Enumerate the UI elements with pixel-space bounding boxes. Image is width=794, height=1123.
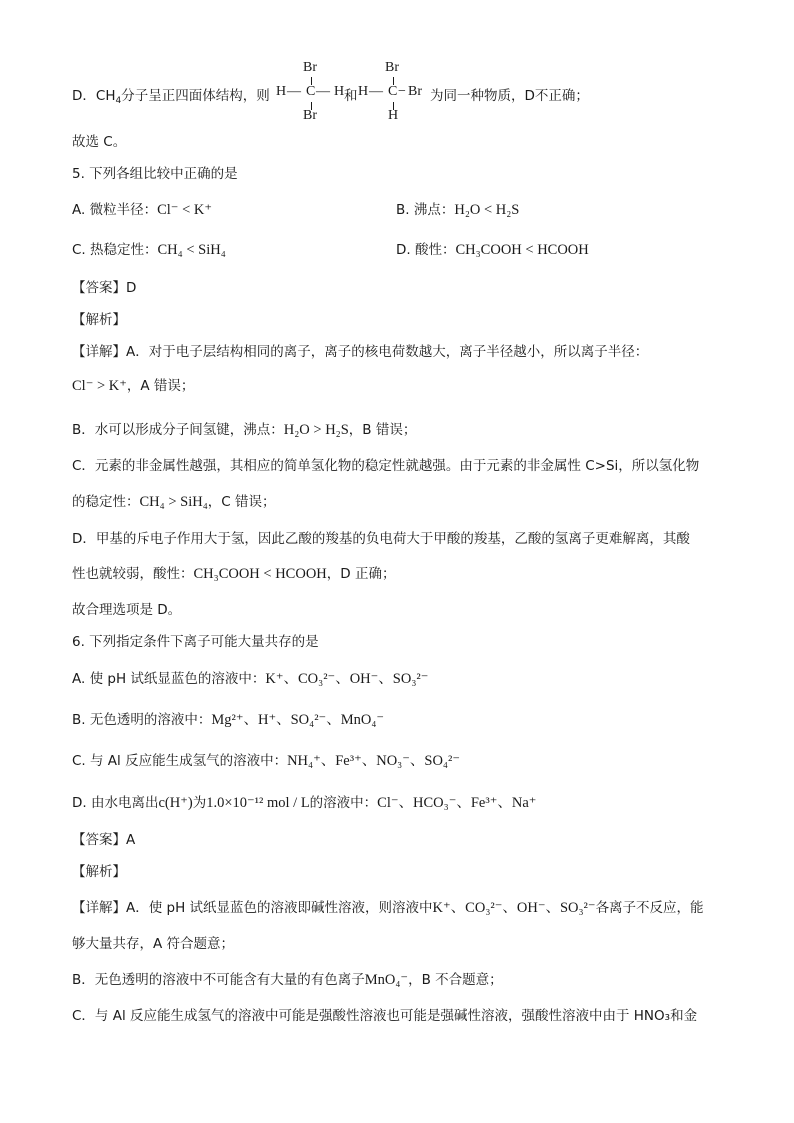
q6-answer-value: A (126, 832, 136, 848)
q5-option-a-formula: Cl⁻ < K⁺ (157, 202, 212, 218)
mol1-left-atom: H (276, 84, 287, 99)
q6-option-b (72, 708, 384, 729)
q6-option-d-ions: Cl⁻、HCO₃⁻、Fe³⁺、Na⁺ (377, 795, 537, 811)
q5-detail-b (72, 418, 416, 439)
q5-option-b-label: B. 沸点： (396, 202, 455, 218)
q5-detail-a-line1 (72, 340, 648, 360)
q5-detail-c2-tail: ，C 错误； (207, 494, 276, 510)
q6-option-d (72, 791, 536, 812)
q6-option-d-label: D. 由水电离出 (72, 795, 159, 811)
q6-option-c-ions: NH₄⁺、Fe³⁺、NO₃⁻、SO₄²⁻ (287, 753, 460, 769)
d-line-and: 和 (344, 88, 358, 104)
q5-detail-d2-formula: CH₃COOH < HCOOH (193, 566, 327, 582)
mol1-right-atom: H (334, 84, 345, 99)
q5-analysis-tag: 【解析】 (72, 312, 126, 328)
q5-detail-c2-head: 的稳定性： (72, 494, 140, 510)
q6-option-a (72, 667, 428, 688)
q6-answer-tag: 【答案】 (72, 832, 126, 848)
q6-option-c-label: C. 与 Al 反应能生成氢气的溶液中： (72, 753, 288, 769)
q6-option-a-ions: K⁺、CO₃²⁻、OH⁻、SO₃²⁻ (265, 671, 429, 687)
q5-detail-d2 (72, 562, 395, 583)
q5-detail-b-formula: H₂O > H₂S (283, 422, 349, 438)
q5-option-d (396, 238, 589, 259)
q5-option-a-label: A. 微粒半径： (72, 202, 158, 218)
q6-analysis-tag: 【解析】 (72, 864, 126, 880)
q6-detail-a-line1 (72, 896, 704, 917)
q5-option-c (72, 238, 226, 259)
q5-option-d-formula: CH₃COOH < HCOOH (455, 242, 589, 258)
q5-answer (72, 276, 136, 296)
q6-option-d-value: 1.0×10⁻¹² mol / L (206, 795, 310, 811)
q5-detail-a2-formula: Cl⁻ > K⁺ (72, 378, 127, 394)
structural-formula-2: Br H — C − Br H (358, 60, 422, 123)
q5-detail-d2-head: 性也就较弱，酸性： (72, 566, 194, 582)
d-line-subscript: 4 (115, 96, 122, 106)
q6-detail-b-ion: MnO₄⁻ (364, 972, 409, 988)
mol2-left-atom: H (358, 84, 369, 99)
d-line-prefix: D．CH (72, 88, 116, 104)
q5-detail-tag: 【详解】 (72, 344, 126, 360)
q6-answer (72, 828, 135, 848)
q5-option-b-formula: H₂O < H₂S (454, 202, 520, 218)
mol1-bottom-atom: Br (303, 108, 317, 123)
q5-option-c-formula: CH₄ < SiH₄ (157, 242, 226, 258)
q6-option-d-mid2: 的溶液中： (309, 795, 378, 811)
d-line-mid: 分子呈正四面体结构，则 (121, 88, 270, 104)
mol1-top-atom: Br (303, 60, 317, 75)
q5-detail-d2-tail: ，D 正确； (326, 566, 396, 582)
option-d-explanation-line (72, 84, 270, 104)
q6-detail-b (72, 968, 503, 989)
q5-answer-tag: 【答案】 (72, 280, 126, 296)
q5-detail-a1: A．对于电子层结构相同的离子，离子的核电荷数越大，离子半径越小，所以离子半径： (126, 344, 649, 360)
q5-detail-c2-formula: CH₄ > SiH₄ (139, 494, 208, 510)
choose-c-conclusion: 故选 C。 (72, 134, 127, 150)
q5-detail-a2-tail: ，A 错误； (126, 378, 195, 394)
q5-option-c-label: C. 热稳定性： (72, 242, 158, 258)
q5-option-b (396, 198, 519, 219)
q6-option-a-label: A. 使 pH 试纸显蓝色的溶液中： (72, 671, 266, 687)
mol1-center-atom: C (306, 84, 316, 99)
question-5-stem: 5. 下列各组比较中正确的是 (72, 166, 238, 182)
q5-answer-value: D (126, 280, 137, 296)
mol2-right-atom: Br (408, 84, 422, 99)
q5-detail-c1: C．元素的非金属性越强，其相应的简单氢化物的稳定性就越强。由于元素的非金属性 C>Si，所以氢化物 (72, 458, 700, 474)
mol2-bottom-atom: H (388, 108, 399, 123)
mol2-center-atom: C (388, 84, 398, 99)
q5-conclusion: 故合理选项是 D。 (72, 602, 182, 618)
q5-detail-b-tail: ，B 错误； (348, 422, 417, 438)
q6-option-d-concentration: c(H⁺) (158, 795, 193, 811)
q5-option-a (72, 198, 212, 219)
q6-detail-a1-head: A．使 pH 试纸显蓝色的溶液即碱性溶液，则溶液中 (126, 900, 433, 916)
q6-detail-c1: C．与 Al 反应能生成氢气的溶液中可能是强酸性溶液也可能是强碱性溶液，强酸性溶液中由于 HNO₃和金 (72, 1008, 698, 1024)
q6-option-b-ions: Mg²⁺、H⁺、SO₄²⁻、MnO₄⁻ (211, 712, 385, 728)
mol2-top-atom: Br (385, 60, 399, 75)
q6-detail-a2: 够大量共存，A 符合题意； (72, 936, 235, 952)
structural-formula-1: Br H — C — H Br (276, 60, 345, 123)
q6-detail-a1-tail: 各离子不反应，能 (595, 900, 704, 916)
q6-option-c (72, 749, 460, 770)
question-6-stem: 6. 下列指定条件下离子可能大量共存的是 (72, 634, 319, 650)
q5-detail-a-line2 (72, 374, 194, 395)
q5-detail-b-head: B．水可以形成分子间氢键，沸点： (72, 422, 284, 438)
d-line-suffix: 为同一种物质，D不正确； (430, 88, 589, 104)
q6-detail-b-head: B．无色透明的溶液中不可能含有大量的有色离子 (72, 972, 365, 988)
q6-detail-tag: 【详解】 (72, 900, 126, 916)
q6-detail-b-tail: ，B 不合题意； (408, 972, 503, 988)
q6-detail-a1-ions: K⁺、CO₃²⁻、OH⁻、SO₃²⁻ (432, 900, 596, 916)
q5-detail-c2 (72, 490, 275, 511)
q6-option-d-mid: 为 (192, 795, 207, 811)
q5-option-d-label: D. 酸性： (396, 242, 456, 258)
q6-option-b-label: B. 无色透明的溶液中： (72, 712, 212, 728)
q5-detail-d1: D．甲基的斥电子作用大于氢，因此乙酸的羧基的负电荷大于甲酸的羧基，乙酸的氢离子更难解离，其酸 (72, 531, 690, 547)
